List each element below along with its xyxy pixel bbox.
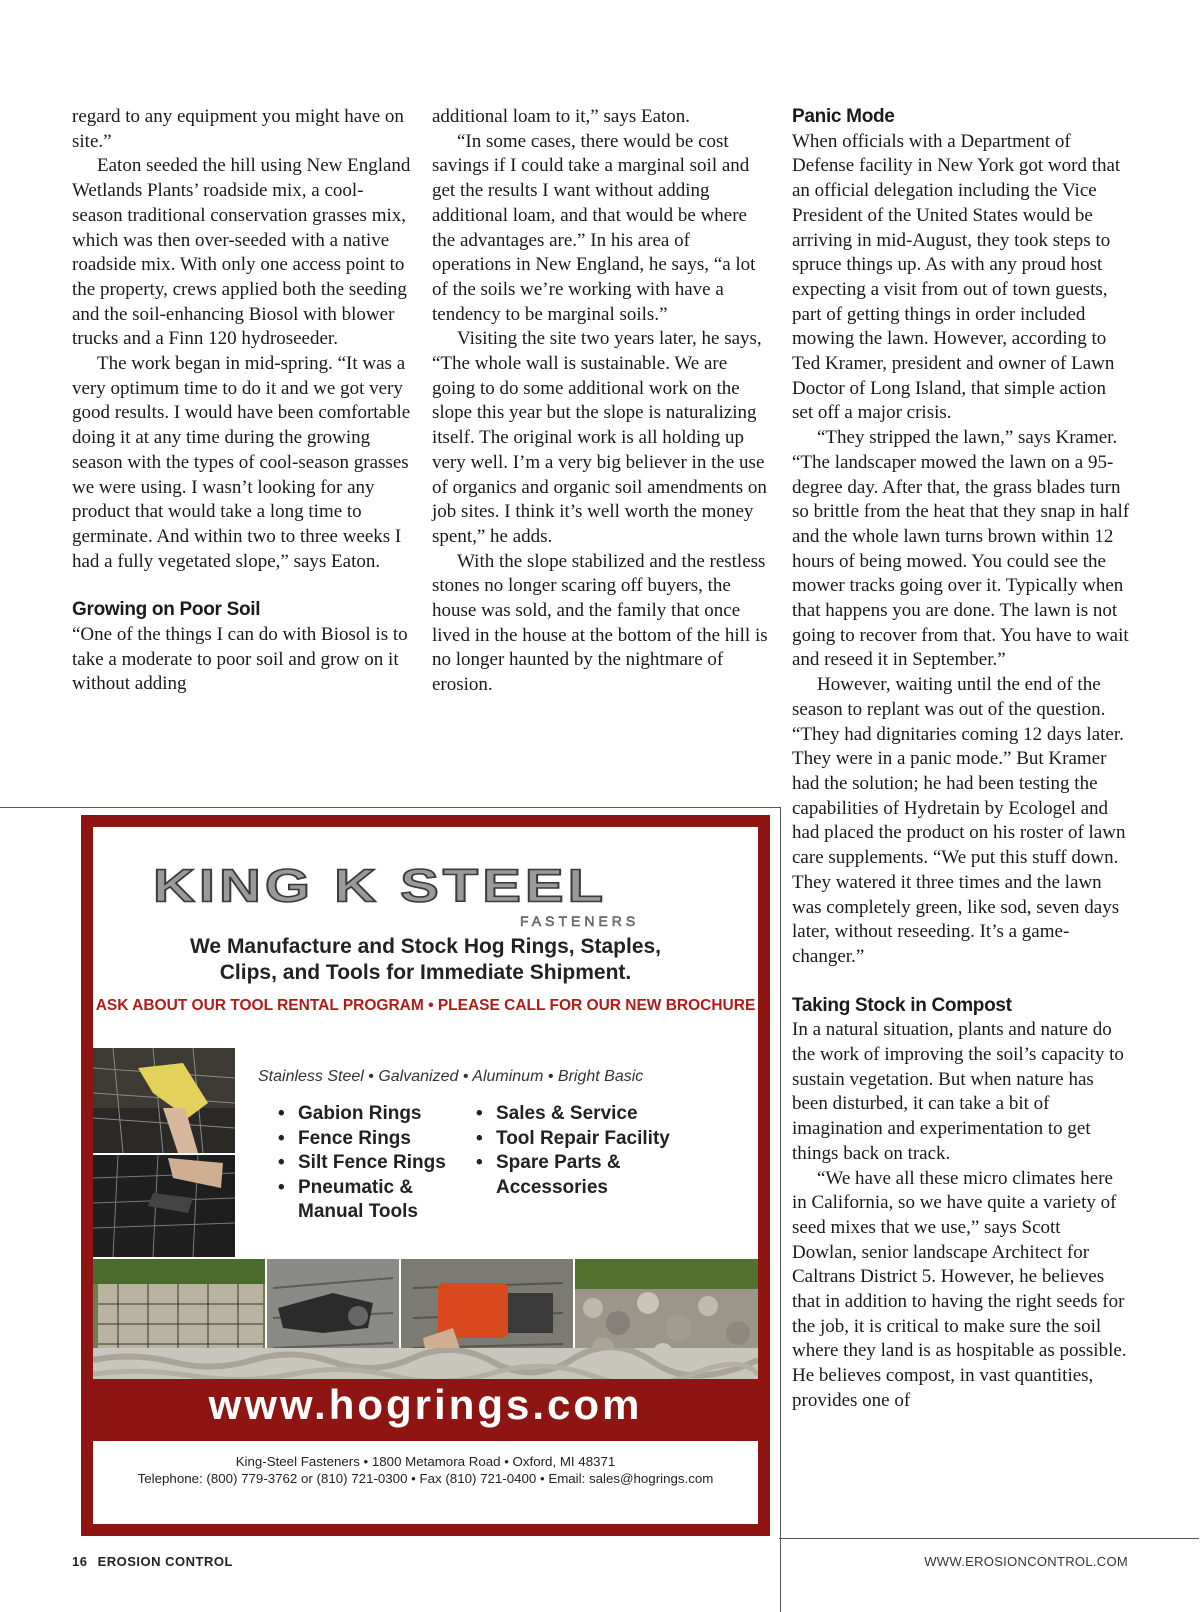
paragraph: With the slope stabilized and the restless stones no longer scaring off buyers, the house was sold, and the family that once lived in the house at the bottom of the hill is no longer haunted by the nightmare of erosion. xyxy=(432,550,768,696)
paragraph: additional loam to it,” says Eaton. xyxy=(432,106,691,127)
list-item: • Gabion Rings xyxy=(278,1102,446,1127)
list-item: Accessories xyxy=(496,1176,608,1198)
paragraph: When officials with a Department of Defense facility in New York got word that an official delegation including the Vice President of the United States would be arriving in mid-August, they took steps to spruce things up. As with any proud host expecting a visit from out of town guests, part of getting things in order included mowing the lawn. However, according to Ted Kramer, president and owner of Lawn Doctor of Long Island, that simple action set off a major crisis. xyxy=(792,130,1121,424)
divider xyxy=(779,1538,1199,1539)
section-heading: Panic Mode xyxy=(792,106,895,127)
contact-info xyxy=(93,1453,758,1487)
divider xyxy=(780,807,781,1612)
materials-line: Stainless Steel • Galvanized • Aluminum • Bright Basic xyxy=(258,1068,644,1085)
service-list xyxy=(476,1102,670,1200)
paragraph: Eaton seeded the hill using New England Wetlands Plants’ roadside mix, a cool-season traditional conservation grasses mix, which was then over-seeded with a native roadside mix. With only one access point to the property, crews applied both the seeding and the soil-enhancing Biosol with blower trucks and a Finn 120 hydroseeder. xyxy=(72,155,411,350)
paragraph: “One of the things I can do with Biosol is to take a moderate to poor soil and grow on it without adding xyxy=(72,624,408,695)
website-link[interactable]: www.hogrings.com xyxy=(208,1381,643,1428)
section-heading: Taking Stock in Compost xyxy=(792,994,1012,1016)
section-heading: Growing on Poor Soil xyxy=(72,599,261,621)
ad-headline xyxy=(93,934,758,986)
ad-promo-line: ASK ABOUT OUR TOOL RENTAL PROGRAM • PLEASE CALL FOR OUR NEW BROCHURE xyxy=(95,997,756,1014)
advertisement[interactable] xyxy=(81,815,770,1536)
paragraph: The work began in mid-spring. “It was a very optimum time to do it and we got very good results. I would have been comfortable doing it at any time during the growing season with the types of cool-season grasses we were using. I wasn’t looking for any product that would take a long time to germinate. And within two to three weeks I had a fully vegetated slope,” says Eaton. xyxy=(72,353,411,572)
divider xyxy=(0,807,781,808)
paragraph: In a natural situation, plants and nature do the work of improving the soil’s capacity to sustain vegetation. But when nature has been disturbed, it can take a bit of imagination and experimentation to get things back on track. xyxy=(792,1019,1124,1164)
list-item: • Fence Rings xyxy=(278,1127,446,1152)
paragraph: However, waiting until the end of the season to replant was out of the question. “They had dignitaries coming 12 days later. They were in a panic mode.” But Kramer had the solution; he had been testing the capabilities of Hydretain by Ecologel and had placed the product on his roster of lawn care supplements. “We put this stuff down. They watered it three times and the lawn was completely green, like sod, seven days later, without reseeding. It’s a game-changer.” xyxy=(792,674,1126,967)
photo-hog-ring-tool xyxy=(93,1048,235,1153)
logo-subtitle: FASTENERS xyxy=(520,913,640,929)
list-item: • Silt Fence Rings xyxy=(278,1151,446,1176)
paragraph: “In some cases, there would be cost savings if I could take a marginal soil and get the results I want without adding additional loam, and that would be where the advantages are.” In his area of operations in New England, he says, “a lot of the soils we’re working with have a tendency to be marginal soils.” xyxy=(432,130,756,325)
page-number: 16 xyxy=(72,1554,88,1569)
article-column-1 xyxy=(72,105,412,697)
photo-fence-install xyxy=(93,1155,235,1257)
magazine-name: EROSION CONTROL xyxy=(97,1554,233,1569)
paragraph: regard to any equipment you might have on site.” xyxy=(72,106,404,152)
logo-wordmark: KING K STEEL xyxy=(153,859,608,912)
list-item: • Pneumatic & xyxy=(278,1176,446,1201)
list-item: • Sales & Service xyxy=(476,1102,670,1127)
article-column-2 xyxy=(432,105,770,698)
ad-panel xyxy=(93,827,758,1524)
contact-phone-email: Telephone: (800) 779-3762 or (810) 721-0300 • Fax (810) 721-0400 • Email: sales@hogrings.com xyxy=(137,1471,714,1486)
paragraph: “We have all these micro climates here in California, so we have quite a variety of seed mixes that we use,” says Scott Dowlan, senior landscape Architect for Caltrans District 5. However, he believes that in addition to having the right seeds for the job, it is critical to make sure the soil where they land is as hospitable as possible. He believes compost, in vast quantities, provides one of xyxy=(792,1167,1127,1411)
list-item: • Tool Repair Facility xyxy=(476,1127,670,1152)
page-footer-left xyxy=(72,1554,233,1569)
stones-band xyxy=(93,1348,758,1383)
ad-headline-line: We Manufacture and Stock Hog Rings, Staples, xyxy=(189,935,662,958)
footer-website[interactable]: WWW.EROSIONCONTROL.COM xyxy=(924,1554,1128,1569)
paragraph: Visiting the site two years later, he says, “The whole wall is sustainable. We are going to do some additional work on the slope this year but the slope is naturalizing itself. The original work is all holding up very well. I’m a very big believer in the use of organics and organic soil amendments on job sites. I think it’s well worth the money spent,” he adds. xyxy=(432,328,767,547)
paragraph: “They stripped the lawn,” says Kramer. “The landscaper mowed the lawn on a 95-degree day. After that, the grass blades turn so brittle from the heat that they snap in half and the whole lawn turns brown within 12 hours of being mowed. You could see the mower tracks going over it. Typically when that happens you are done. The lawn is not going to recover from that. You have to wait and reseed it in September.” xyxy=(792,427,1130,671)
contact-address: King-Steel Fasteners • 1800 Metamora Road • Oxford, MI 48371 xyxy=(235,1454,616,1469)
ad-headline-line: Clips, and Tools for Immediate Shipment. xyxy=(219,961,632,984)
list-item: Manual Tools xyxy=(298,1201,418,1222)
article-column-3 xyxy=(792,105,1130,1414)
list-item: • Spare Parts & xyxy=(476,1151,670,1176)
product-list xyxy=(278,1102,446,1225)
